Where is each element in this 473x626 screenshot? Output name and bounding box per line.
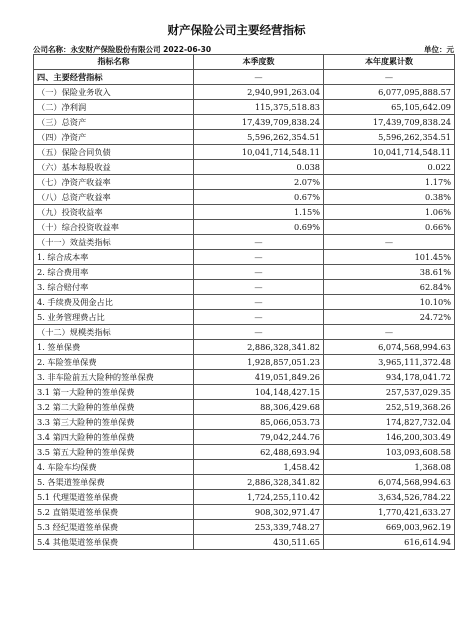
row-indicator-name: （三）总资产 xyxy=(34,115,194,130)
row-indicator-name: 1. 签单保费 xyxy=(34,340,194,355)
row-quarter-value: 2,886,328,341.82 xyxy=(194,475,324,490)
row-year-value: 0.38% xyxy=(324,190,455,205)
row-year-value: 6,074,568,994.63 xyxy=(324,340,455,355)
table-row xyxy=(34,460,455,475)
table-row xyxy=(34,265,455,280)
row-quarter-value: — xyxy=(194,250,324,265)
row-quarter-value: 419,051,849.26 xyxy=(194,370,324,385)
table-row xyxy=(34,355,455,370)
table-row xyxy=(34,190,455,205)
row-quarter-value: 10,041,714,548.11 xyxy=(194,145,324,160)
row-indicator-name: 2. 车险签单保费 xyxy=(34,355,194,370)
row-year-value: 616,614.94 xyxy=(324,535,455,550)
row-indicator-name: （八）总资产收益率 xyxy=(34,190,194,205)
table-row xyxy=(34,280,455,295)
row-year-value: 146,200,303.49 xyxy=(324,430,455,445)
row-quarter-value: — xyxy=(194,310,324,325)
row-year-value: 17,439,709,838.24 xyxy=(324,115,455,130)
row-year-value: 3,965,111,372.48 xyxy=(324,355,455,370)
row-year-value: 1.06% xyxy=(324,205,455,220)
row-indicator-name: 3.4 第四大险种的签单保费 xyxy=(34,430,194,445)
row-year-value: 101.45% xyxy=(324,250,455,265)
row-year-value: — xyxy=(324,325,455,340)
row-indicator-name: 四、主要经营指标 xyxy=(34,70,194,85)
row-quarter-value: 17,439,709,838.24 xyxy=(194,115,324,130)
row-year-value: 0.022 xyxy=(324,160,455,175)
row-indicator-name: 2. 综合费用率 xyxy=(34,265,194,280)
table-row xyxy=(34,430,455,445)
row-quarter-value: 1,458.42 xyxy=(194,460,324,475)
row-indicator-name: （二）净利润 xyxy=(34,100,194,115)
table-body xyxy=(34,70,455,550)
row-indicator-name: 5. 业务管理费占比 xyxy=(34,310,194,325)
row-quarter-value: — xyxy=(194,265,324,280)
table-row xyxy=(34,250,455,265)
row-quarter-value: — xyxy=(194,280,324,295)
row-year-value: 934,178,041.72 xyxy=(324,370,455,385)
row-indicator-name: 3. 非车险前五大险种的签单保费 xyxy=(34,370,194,385)
row-year-value: 1.17% xyxy=(324,175,455,190)
row-quarter-value: 62,488,693.94 xyxy=(194,445,324,460)
row-indicator-name: 3.5 第五大险种的签单保费 xyxy=(34,445,194,460)
row-quarter-value: 115,375,518.83 xyxy=(194,100,324,115)
row-quarter-value: 1,724,255,110.42 xyxy=(194,490,324,505)
table-row xyxy=(34,505,455,520)
row-indicator-name: 5. 各渠道签单保费 xyxy=(34,475,194,490)
row-quarter-value: 0.67% xyxy=(194,190,324,205)
row-quarter-value: 253,339,748.27 xyxy=(194,520,324,535)
table-row xyxy=(34,535,455,550)
row-indicator-name: 4. 手续费及佣金占比 xyxy=(34,295,194,310)
table-row xyxy=(34,340,455,355)
table-row xyxy=(34,130,455,145)
row-quarter-value: 85,066,053.73 xyxy=(194,415,324,430)
row-quarter-value: 1.15% xyxy=(194,205,324,220)
row-year-value: 103,093,608.58 xyxy=(324,445,455,460)
row-year-value: 252,519,368.26 xyxy=(324,400,455,415)
row-indicator-name: 5.2 直销渠道签单保费 xyxy=(34,505,194,520)
row-quarter-value: 2,940,991,263.04 xyxy=(194,85,324,100)
row-indicator-name: 3.3 第三大险种的签单保费 xyxy=(34,415,194,430)
row-year-value: 257,537,029.35 xyxy=(324,385,455,400)
row-quarter-value: 79,042,244.76 xyxy=(194,430,324,445)
table-row xyxy=(34,145,455,160)
unit-label: 单位：元 xyxy=(424,45,454,54)
table-row xyxy=(34,325,455,340)
row-indicator-name: （十）综合投资收益率 xyxy=(34,220,194,235)
row-year-value: 62.84% xyxy=(324,280,455,295)
row-quarter-value: 104,148,427.15 xyxy=(194,385,324,400)
row-indicator-name: （十一）效益类指标 xyxy=(34,235,194,250)
row-quarter-value: 0.69% xyxy=(194,220,324,235)
row-indicator-name: （十二）规模类指标 xyxy=(34,325,194,340)
row-quarter-value: — xyxy=(194,70,324,85)
table-row xyxy=(34,475,455,490)
header-indicator-name: 指标名称 xyxy=(34,55,194,70)
row-year-value: 24.72% xyxy=(324,310,455,325)
report-title: 财产保险公司主要经营指标 xyxy=(167,23,306,37)
table-row xyxy=(34,160,455,175)
row-year-value: 669,003,962.19 xyxy=(324,520,455,535)
header-year-cumulative: 本年度累计数 xyxy=(324,55,455,70)
row-quarter-value: 908,302,971.47 xyxy=(194,505,324,520)
row-quarter-value: — xyxy=(194,235,324,250)
row-quarter-value: — xyxy=(194,295,324,310)
row-year-value: 38.61% xyxy=(324,265,455,280)
table-row xyxy=(34,115,455,130)
row-year-value: 10,041,714,548.11 xyxy=(324,145,455,160)
row-year-value: 5,596,262,354.51 xyxy=(324,130,455,145)
row-indicator-name: 4. 车险车均保费 xyxy=(34,460,194,475)
table-row xyxy=(34,445,455,460)
company-name: 公司名称：永安财产保险股份有限公司 2022-06-30 xyxy=(33,45,212,54)
table-row xyxy=(34,370,455,385)
row-indicator-name: （七）净资产收益率 xyxy=(34,175,194,190)
row-quarter-value: 2.07% xyxy=(194,175,324,190)
row-year-value: 6,074,568,994.63 xyxy=(324,475,455,490)
row-quarter-value: 1,928,857,051.23 xyxy=(194,355,324,370)
table-row xyxy=(34,175,455,190)
table-header-row xyxy=(34,55,455,70)
row-indicator-name: 5.3 经纪渠道签单保费 xyxy=(34,520,194,535)
table-row xyxy=(34,295,455,310)
table-row xyxy=(34,85,455,100)
table-row xyxy=(34,415,455,430)
row-quarter-value: 0.038 xyxy=(194,160,324,175)
row-indicator-name: 3.1 第一大险种的签单保费 xyxy=(34,385,194,400)
row-indicator-name: 5.4 其他渠道签单保费 xyxy=(34,535,194,550)
row-year-value: — xyxy=(324,235,455,250)
row-quarter-value: 2,886,328,341.82 xyxy=(194,340,324,355)
row-indicator-name: （九）投资收益率 xyxy=(34,205,194,220)
row-indicator-name: 3.2 第二大险种的签单保费 xyxy=(34,400,194,415)
row-quarter-value: 88,306,429.68 xyxy=(194,400,324,415)
table-row xyxy=(34,100,455,115)
row-year-value: 1,770,421,633.27 xyxy=(324,505,455,520)
table-row xyxy=(34,205,455,220)
table-row xyxy=(34,385,455,400)
table-row xyxy=(34,70,455,85)
row-year-value: 1,368.08 xyxy=(324,460,455,475)
table-row xyxy=(34,310,455,325)
table-row xyxy=(34,235,455,250)
row-quarter-value: 430,511.65 xyxy=(194,535,324,550)
row-year-value: 174,827,732.04 xyxy=(324,415,455,430)
row-year-value: 10.10% xyxy=(324,295,455,310)
row-indicator-name: （五）保险合同负债 xyxy=(34,145,194,160)
row-indicator-name: （四）净资产 xyxy=(34,130,194,145)
row-year-value: — xyxy=(324,70,455,85)
row-indicator-name: （一）保险业务收入 xyxy=(34,85,194,100)
table-row xyxy=(34,400,455,415)
row-year-value: 0.66% xyxy=(324,220,455,235)
table-row xyxy=(34,490,455,505)
row-year-value: 65,105,642.09 xyxy=(324,100,455,115)
row-indicator-name: 3. 综合赔付率 xyxy=(34,280,194,295)
table-row xyxy=(34,220,455,235)
row-year-value: 3,634,526,784.22 xyxy=(324,490,455,505)
row-indicator-name: 1. 综合成本率 xyxy=(34,250,194,265)
row-quarter-value: — xyxy=(194,325,324,340)
table-row xyxy=(34,520,455,535)
row-quarter-value: 5,596,262,354.51 xyxy=(194,130,324,145)
row-year-value: 6,077,095,888.57 xyxy=(324,85,455,100)
header-quarter-value: 本季度数 xyxy=(194,55,324,70)
row-indicator-name: （六）基本每股收益 xyxy=(34,160,194,175)
indicators-table xyxy=(33,54,455,550)
row-indicator-name: 5.1 代理渠道签单保费 xyxy=(34,490,194,505)
